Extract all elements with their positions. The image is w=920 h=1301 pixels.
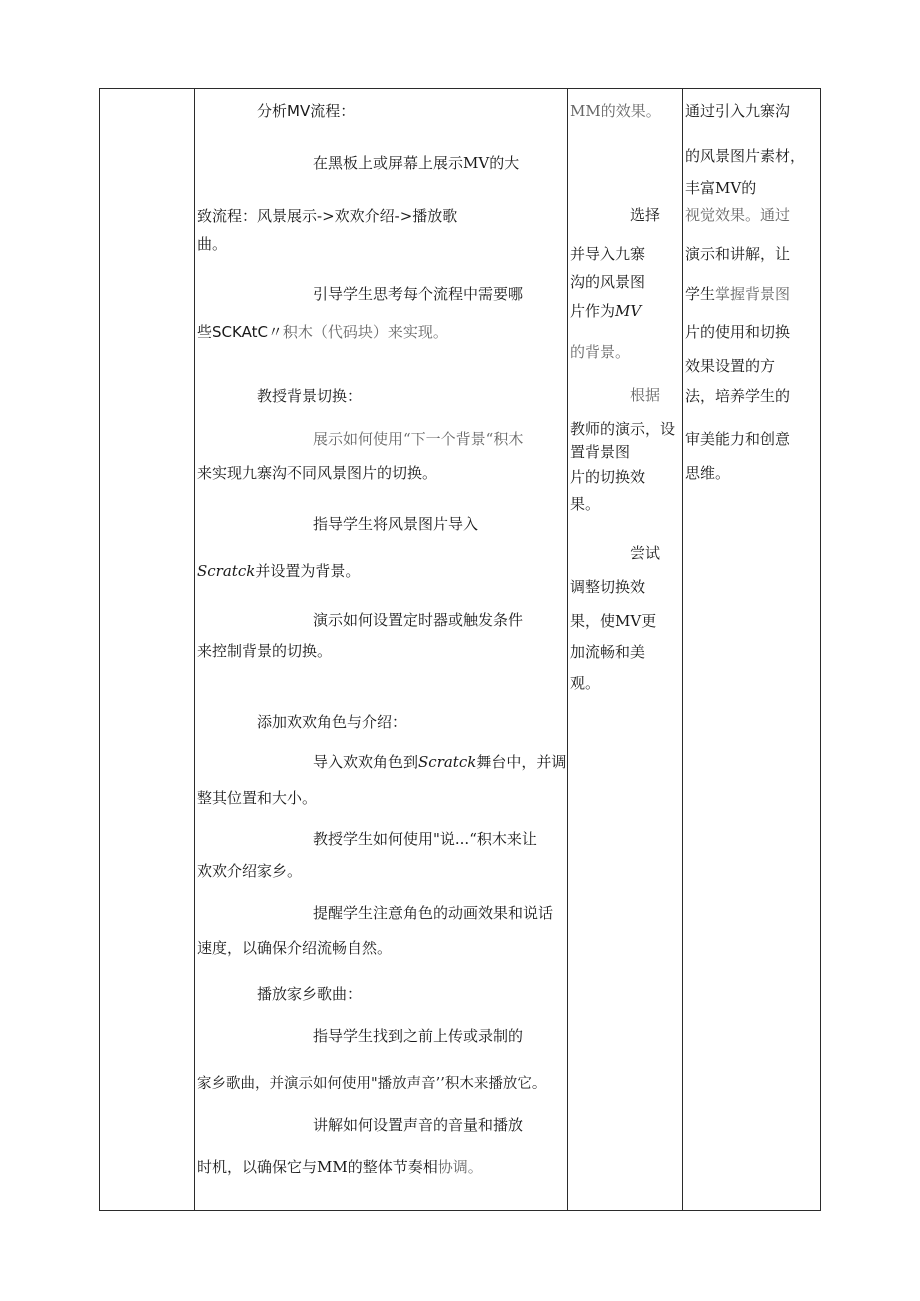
student-activity-line: 加流畅和美 xyxy=(570,643,646,661)
section-heading-analyze-mv: 分析MV流程： xyxy=(257,102,356,120)
table-left-border xyxy=(99,88,100,1211)
design-intent-line: 片的使用和切换 xyxy=(685,323,791,341)
paragraph-line: 讲解如何设置声音的音量和播放 xyxy=(313,1116,524,1134)
student-activity-line: 沟的风景图 xyxy=(570,273,646,291)
paragraph-fragment: 并设置为背景。 xyxy=(255,562,361,580)
paragraph-line xyxy=(197,1157,483,1177)
design-intent-line: 的风景图片素材， xyxy=(685,147,806,165)
paragraph-line: 速度，以确保介绍流畅自然。 xyxy=(197,939,393,957)
paragraph-line: 展示如何使用“下一个背景“积木 xyxy=(313,430,524,448)
student-activity-line: 并导入九寨 xyxy=(570,245,646,263)
table-bottom-border xyxy=(99,1210,821,1211)
design-intent-line: 视觉效果。通过 xyxy=(685,206,791,224)
section-heading-background-switch: 教授背景切换： xyxy=(257,387,363,405)
section-heading-play-song: 播放家乡歌曲： xyxy=(257,985,363,1003)
paragraph-fragment: 片作为 xyxy=(570,302,616,320)
paragraph-line: 在黑板上或屏幕上展示MV的大 xyxy=(313,154,520,172)
table-right-border xyxy=(820,88,821,1211)
paragraph-line: 教授学生如何使用"说...“积木来让 xyxy=(313,830,537,848)
student-activity-line: 根据 xyxy=(630,386,661,404)
design-intent-line: 演示和讲解，让 xyxy=(685,245,791,263)
paragraph-line xyxy=(197,322,448,342)
scratch-text-fragment: Scratck xyxy=(197,562,256,580)
student-activity-line: 教师的演示，设 xyxy=(570,420,676,438)
paragraph-line: 家乡歌曲，并演示如何使用"播放声音’’积木来播放它。 xyxy=(197,1076,547,1092)
paragraph-fragment: 时机，以确保它与MM的整体节奏相 xyxy=(197,1158,438,1176)
paragraph-line: 来控制背景的切换。 xyxy=(197,642,333,660)
paragraph-fragment: 舞台中，并调 xyxy=(476,753,567,771)
section-heading-add-character: 添加欢欢角色与介绍： xyxy=(257,713,408,731)
design-intent-line: 思维。 xyxy=(685,464,731,482)
paragraph-line xyxy=(313,752,566,772)
paragraph-fragment: 积木（代码块）来实现。 xyxy=(282,323,448,341)
column-divider-1 xyxy=(194,88,195,1211)
design-intent-line: 效果设置的方 xyxy=(685,357,776,375)
paragraph-fragment: 协调。 xyxy=(437,1158,483,1176)
student-activity-line: 片的切换效 xyxy=(570,468,646,486)
paragraph-line: 引导学生思考每个流程中需要哪 xyxy=(313,285,524,303)
paragraph-line: 提醒学生注意角色的动画效果和说话 xyxy=(313,904,554,922)
design-intent-line: 丰富MV的 xyxy=(685,179,757,197)
paragraph-line: 指导学生将风景图片导入 xyxy=(313,515,479,533)
paragraph-line: 整其位置和大小。 xyxy=(197,789,318,807)
student-activity-line: 尝试 xyxy=(630,544,661,562)
paragraph-line: 欢欢介绍家乡。 xyxy=(197,862,303,880)
paragraph-line: 曲。 xyxy=(197,235,228,253)
scratch-text-fragment: 些SCKAtC〃 xyxy=(197,323,283,341)
paragraph-fragment: 学生 xyxy=(685,285,716,303)
paragraph-line: 演示如何设置定时器或触发条件 xyxy=(313,611,524,629)
column-divider-3 xyxy=(682,88,683,1211)
student-activity-line: 果，使MV更 xyxy=(570,612,657,630)
paragraph-line: 指导学生找到之前上传或录制的 xyxy=(313,1027,524,1045)
student-activity-line: 的背景。 xyxy=(570,343,631,361)
column-divider-2 xyxy=(567,88,568,1211)
mv-text-fragment: MV xyxy=(615,302,642,320)
design-intent-line: 审美能力和创意 xyxy=(685,430,791,448)
paragraph-line: 致流程：风景展示->欢欢介绍->播放歌 xyxy=(197,207,458,225)
student-activity-line: 调整切换效 xyxy=(570,578,646,596)
student-activity-line xyxy=(570,301,641,321)
design-intent-line: 法，培养学生的 xyxy=(685,387,791,405)
student-activity-line: 果。 xyxy=(570,495,601,513)
paragraph-line: 来实现九寨沟不同风景图片的切换。 xyxy=(197,464,438,482)
design-intent-line: 通过引入九寨沟 xyxy=(685,102,791,120)
student-activity-line: MM的效果。 xyxy=(570,102,661,120)
design-intent-line xyxy=(685,284,790,304)
paragraph-line xyxy=(197,561,360,581)
student-activity-line: 选择 xyxy=(630,206,661,224)
paragraph-fragment: 导入欢欢角色到 xyxy=(313,753,419,771)
student-activity-line: 置背景图 xyxy=(570,443,631,461)
student-activity-line: 观。 xyxy=(570,674,601,692)
table-top-border xyxy=(99,88,821,89)
paragraph-fragment: 掌握背景图 xyxy=(715,285,791,303)
scratch-text-fragment: Scratck xyxy=(418,753,477,771)
